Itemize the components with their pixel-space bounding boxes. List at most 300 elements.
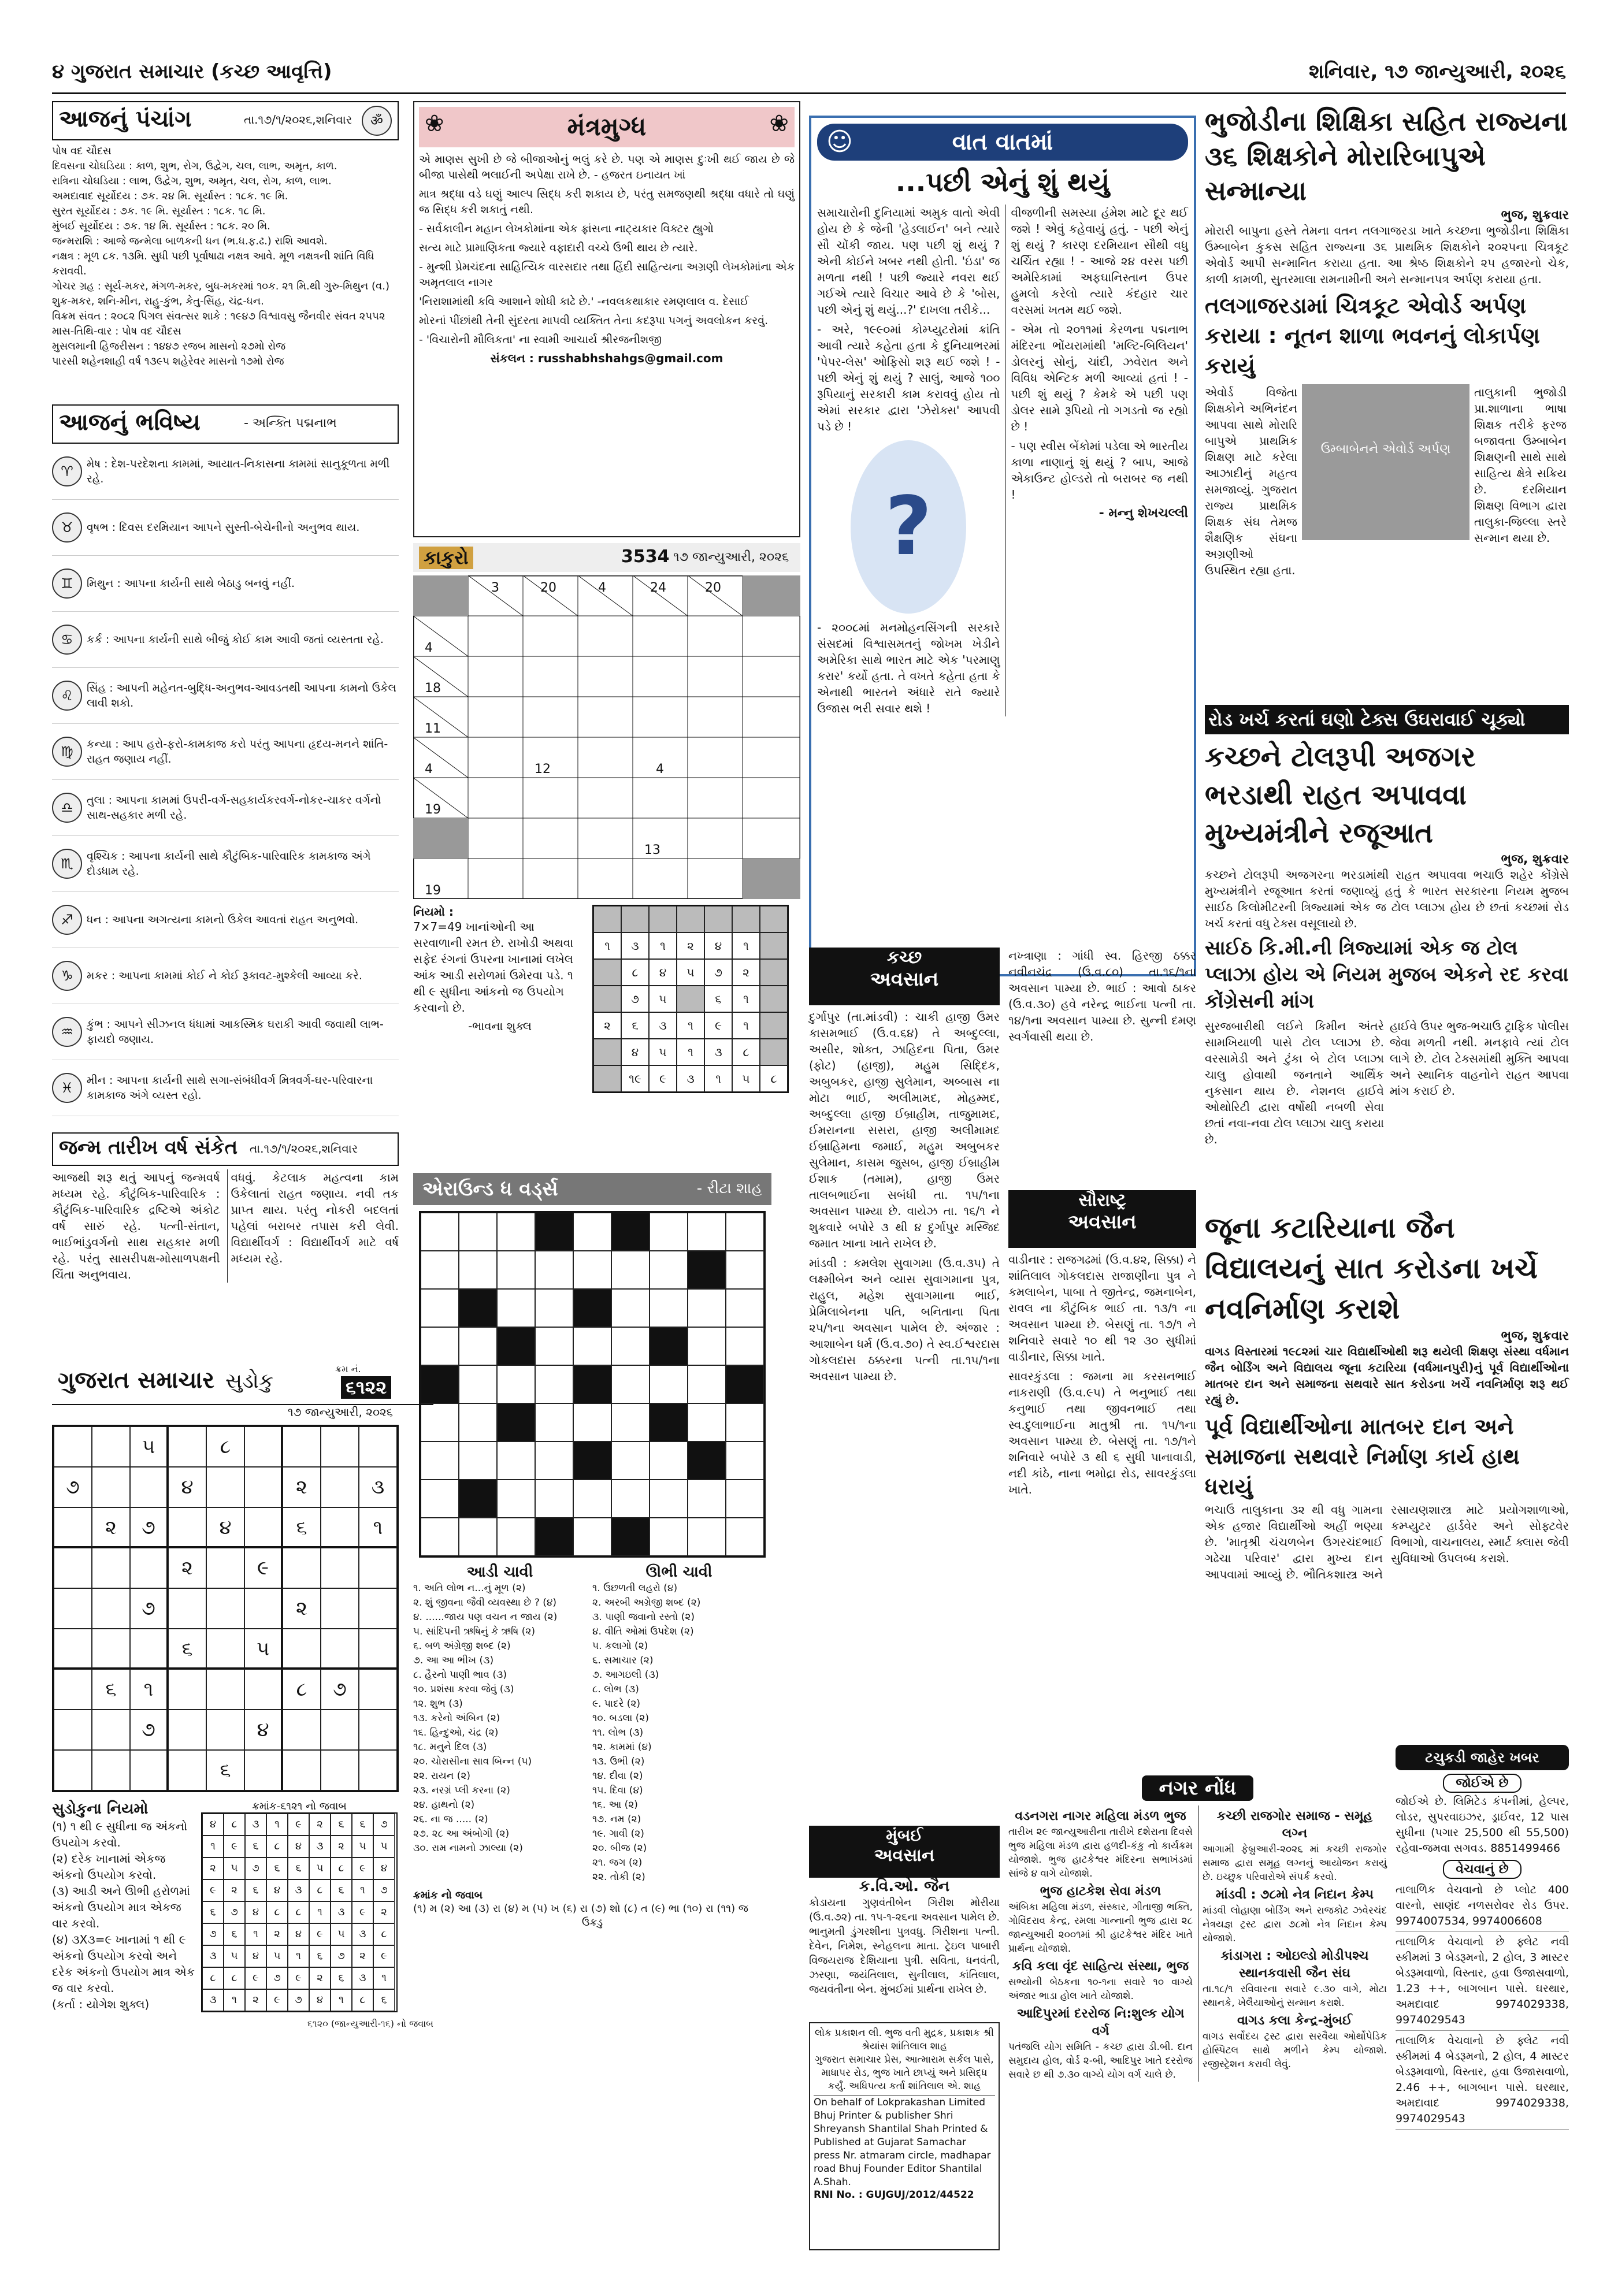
sudoku-cell bbox=[206, 1669, 244, 1710]
crossword-author: - રીટા શાહ bbox=[696, 1180, 762, 1197]
panchang-line: જન્મરાશિ : આજે જન્મેલા બાળકની ધન (ભ.ધ.ફ.ઢ.) રાશિ આવશે. bbox=[52, 235, 328, 247]
sudoku-section bbox=[52, 1364, 433, 2253]
sudoku-cell bbox=[92, 1629, 130, 1669]
crossword-cell bbox=[459, 1251, 497, 1289]
horoscope-text: તુલા : આપના કામમાં ઉપરી-વર્ગ-સહકાર્યકરવર્ગ-નોકર-ચાકર વર્ગનો સાથ-સહકાર મળી રહે. bbox=[87, 794, 381, 822]
sudoku-cell bbox=[92, 1710, 130, 1750]
crossword-cell bbox=[573, 1327, 611, 1365]
mantra-item: મોરનાં પીંછાંથી તેની સુંદરતા માપવી વ્યક્તિત તેના કદરૂપા પગનું અવલોકન કરવું. bbox=[419, 314, 769, 327]
crossword-cell bbox=[459, 1518, 497, 1556]
sudoku-rules-title: સુડોકુના નિયમો bbox=[52, 1800, 149, 1818]
sudoku-cell bbox=[244, 1467, 283, 1507]
crossword-cell bbox=[535, 1213, 573, 1251]
across-clue: ૮. હૈરનો પાણી ભાવ (૩) bbox=[413, 1669, 507, 1681]
sudoku-answer-cell: ૨ bbox=[202, 1857, 224, 1879]
down-clue: ૧૯. ગાવી (૨) bbox=[592, 1828, 644, 1840]
crossword-cell bbox=[573, 1480, 611, 1518]
sudoku-answer-cell: ૯ bbox=[352, 1901, 373, 1923]
kakuro-clue: 12 bbox=[535, 762, 551, 777]
sudoku-answer-grid bbox=[201, 1812, 398, 2012]
across-clue: ૨૦. ચોરાસીના સાવ બિન્ન (૫) bbox=[413, 1756, 532, 1767]
sudoku-cell bbox=[168, 1426, 206, 1467]
sudoku-answer-cell: ૯ bbox=[202, 1879, 224, 1901]
down-clue: ૭. આગઇલી (૩) bbox=[592, 1669, 659, 1681]
nagar-item-heading: ભુજ હાટકેશ સેવા મંડળ bbox=[1040, 1884, 1161, 1899]
kakuro-answer-cell: ૩ bbox=[621, 932, 649, 959]
zodiac-icon: ♊ bbox=[52, 569, 82, 599]
sudoku-answer-cell: ૯ bbox=[266, 1989, 288, 2011]
kakuro-answer-cell bbox=[760, 986, 788, 1012]
sudoku-cell bbox=[206, 1629, 244, 1669]
sudoku-answer-cell: ૭ bbox=[245, 1857, 266, 1879]
kakuro-answer-cell: ૨ bbox=[732, 959, 760, 986]
kakuro-answer-cell: ૧ bbox=[677, 1039, 704, 1065]
sudoku-cell bbox=[321, 1750, 359, 1790]
crossword-cell bbox=[688, 1327, 726, 1365]
news-p6: ભચાઉ તાલુકાના ૩૨ થી વધુ ગામના એક હજાર વિદ્યાર્થીઓ અહીં ભણ્યા છે. 'માતૃશ્રી ચંચળબેન ઉગરચંદભાઈ ગઢેચા પરિવાર' દ્વારા મુખ્ય દાન આપવામાં આવ્યું છે. ભૌતિકશાસ્ત્ર અને રસાયણશાસ્ત્ર માટે પ્રયોગશાળાઓ, કમ્પ્યુટર હાર્ડવેર અને સોફ્ટવેર વિભાગો, વાચનાલય, સ્માર્ટ ક્લાસ જેવી સુવિધાઓ ઉપલબ્ધ કરાશે. bbox=[1205, 1503, 1569, 1581]
sudoku-answer-cell: ૮ bbox=[373, 1923, 395, 1945]
panchang-line: નક્ષત્ર : મૂળ ૮ક. ૧૩મિ. સુધી પછી પૂર્વાષાઢા નક્ષત્ર આવે. મૂળ નક્ષત્રની શાંતિ વિધિ કરાવવી. bbox=[52, 250, 374, 277]
crossword-cell bbox=[611, 1213, 650, 1251]
vaat-col6: - પણ સ્વીસ બેંકોમાં પડેલા એ ભારતીય કાળા નાણાનું શું થયું ? બાપ, આજે એકાઉન્ટ હોલ્ડરો તો બરાબર જ નથી ! bbox=[1011, 439, 1188, 501]
masthead-left: ૪ ગુજરાત સમાચાર (કચ્છ આવૃત્તિ) bbox=[52, 60, 332, 83]
sudoku-answer-cell: ૮ bbox=[224, 1967, 245, 1989]
crossword-answer-title: ક્રમાંક નો જવાબ bbox=[413, 1889, 483, 1901]
sudoku-grid bbox=[52, 1425, 399, 1792]
horoscope-row bbox=[52, 1004, 399, 1060]
sudoku-answer-cell: ૩ bbox=[352, 1923, 373, 1945]
nagar-item-text: વાગડ સર્વોદય ટ્રસ્ટ દ્વારા સરવૈયા ઓર્થોપેડિક હોસ્પિટલ સાથે મળીને કેમ્પ યોજાશે. રજીસ્ટ્રેશન કરાવી લેવું. bbox=[1203, 2031, 1387, 2070]
sudoku-answer-cell: ૧ bbox=[224, 1989, 245, 2011]
sudoku-cell: ૭ bbox=[130, 1710, 168, 1750]
sudoku-cell bbox=[54, 1507, 92, 1548]
across-clue: ૪. ......જાય પણ વચન ન જાય (૨) bbox=[413, 1611, 558, 1623]
sudoku-cell bbox=[321, 1629, 359, 1669]
kakuro-clue: 19 bbox=[425, 883, 441, 898]
zodiac-icon: ♈ bbox=[52, 456, 82, 486]
sudoku-answer-cell: ૫ bbox=[309, 1857, 331, 1879]
across-clue: ૭. આ આ ભીખ (૩) bbox=[413, 1655, 494, 1666]
crossword-cell bbox=[726, 1441, 764, 1480]
crossword-title: એરાઉન્ડ ધ વર્ડ્સ bbox=[422, 1177, 558, 1201]
sudoku-date: ૧૭ જાન્યુઆરી, ૨૦૨૬ bbox=[287, 1405, 393, 1419]
sudoku-answer-cell: ૪ bbox=[245, 1901, 266, 1923]
publisher-box bbox=[809, 2022, 1000, 2250]
kakuro-answer-cell: ૭ bbox=[621, 986, 649, 1012]
across-clue: ૨૩. નરગ્રં પ્લી કરના (૨) bbox=[413, 1785, 510, 1796]
mantra-item: - 'વિચારોની મૌલિકતા' ના સ્વામી આચાર્ય શ્રીરજનીશજી bbox=[419, 333, 662, 346]
crossword-cell bbox=[535, 1327, 573, 1365]
bhavishya-section bbox=[52, 404, 399, 1115]
down-clue: ૮. લોભ (૩) bbox=[592, 1684, 639, 1695]
across-list bbox=[413, 1581, 587, 1856]
sudoku-answer-cell: ૧ bbox=[202, 1836, 224, 1857]
sudoku-rule: (૧) ૧ થી ૯ સુધીના જ અંકનો ઉપયોગ કરવો. bbox=[52, 1819, 188, 1849]
sudoku-cell bbox=[54, 1750, 92, 1790]
kakuro-answer-cell: ૬ bbox=[704, 986, 732, 1012]
crossword-cell bbox=[611, 1289, 650, 1327]
headline-5: જૂના કટારિયાના જૈન વિદ્યાલયનું સાત કરોડના ખર્ચે નવનિર્માણ કરાશે bbox=[1205, 1211, 1538, 1325]
sudoku-cell bbox=[244, 1750, 283, 1790]
ads-title: ટચુકડી જાહેર ખબર bbox=[1425, 1749, 1539, 1766]
banner: રોડ ખર્ચ કરતાં ઘણો ટેક્સ ઉઘરાવાઈ ચૂક્યો bbox=[1205, 705, 1569, 734]
panchang-line: મુંબઈ સૂર્યોદય : ૭ક. ૧૪ મિ. સૂર્યાસ્ત : ૧૮ક. ૨૦ મિ. bbox=[52, 220, 270, 232]
sudoku-answer-cell: ૬ bbox=[352, 1814, 373, 1836]
sale-item: તાલાળિક વેચવાનો છે ફ્લેટ નવી સ્કીમમાં 4 બેડરૂમનો, 2 હોલ, 4 માસ્ટર બેડરૂમવાળો, વિસ્તાર, હવા ઉજાસવાળો, 2.46 ++, બાગબાન પાસે. ઘરથાર, અમદાવાદ 9974029338, 9974029543 bbox=[1396, 2031, 1569, 2130]
kutch-title: અવસાન bbox=[870, 968, 939, 991]
horoscope-row bbox=[52, 892, 399, 948]
panchang-line: રાત્રિના ચોઘડિયા : લાભ, ઉદ્વેગ, શુભ, અમૃત, ચલ, રોગ, કાળ, લાભ. bbox=[52, 175, 332, 187]
kakuro-answer-cell: ૨ bbox=[593, 1012, 621, 1039]
sudoku-answer-cell: ૩ bbox=[245, 1814, 266, 1836]
publisher-rni: RNI No. : GUJGUJ/2012/44522 bbox=[814, 2189, 974, 2201]
kakuro-answer-cell: ૧ bbox=[732, 1012, 760, 1039]
dateline-1: ભુજ, શુક્રવાર bbox=[1501, 208, 1569, 222]
news-p1: મોરારી બાપુના હસ્તે તેમના વતન તલગાજરડા ખાતે કચ્છના ભુજોડીના શિક્ષિકા ઉમ્બાબેન કુકસ સહિત રાજ્યના ૩૬ પ્રાથમિક શિક્ષકોને ૨૦૨૫ના ચિત્રકૂટ એવોર્ડ આપી સન્માનિત કરાયા હતા. આ શ્રેષ્ઠ શિક્ષકોને ૨૫ હજારનો ચેક, કાળી કામળી, સુતરમાલા રામનામીની અને સન્માનપત્ર અર્પણ કરાયા હતા. bbox=[1205, 224, 1569, 286]
kakuro-answer-cell bbox=[593, 1065, 621, 1092]
sudoku-cell bbox=[359, 1710, 397, 1750]
sudoku-cell: ૬ bbox=[168, 1629, 206, 1669]
sudoku-answer-cell: ૧ bbox=[266, 1814, 288, 1836]
crossword-cell bbox=[421, 1213, 459, 1251]
sudoku-answer-cell: ૫ bbox=[331, 1923, 352, 1945]
sudoku-cell bbox=[168, 1669, 206, 1710]
sudoku-answer-cell: ૭ bbox=[373, 1879, 395, 1901]
sudoku-rules bbox=[52, 1818, 196, 1996]
sudoku-cell: ૪ bbox=[206, 1507, 244, 1548]
crossword-cell bbox=[726, 1213, 764, 1251]
kakuro-answer-cell bbox=[704, 906, 732, 932]
crossword-cell bbox=[497, 1289, 535, 1327]
down-clue: ૨૦. બીજ (૨) bbox=[592, 1842, 647, 1854]
sudoku-answer-cell: ૬ bbox=[288, 1857, 309, 1879]
down-clue: ૧૬. આ (૨) bbox=[592, 1799, 638, 1811]
news-story-toll bbox=[1205, 705, 1569, 1144]
crossword-cell bbox=[421, 1289, 459, 1327]
news-story-school bbox=[1205, 1208, 1569, 1733]
kakuro-answer-cell bbox=[649, 906, 677, 932]
sudoku-cell bbox=[92, 1467, 130, 1507]
crossword-cell bbox=[421, 1327, 459, 1365]
down-clue: ૧૩. ઉભી (૨) bbox=[592, 1756, 645, 1767]
sudoku-answer-cell: ૮ bbox=[224, 1814, 245, 1836]
down-list bbox=[592, 1581, 766, 1885]
sudoku-cell bbox=[130, 1467, 168, 1507]
sudoku-answer-cell: ૩ bbox=[202, 1945, 224, 1967]
kakuro-answer-cell: ૬ bbox=[621, 1012, 649, 1039]
dateline-3: ભુજ, શુક્રવાર bbox=[1501, 852, 1569, 867]
sudoku-cell bbox=[321, 1507, 359, 1548]
sudoku-cell bbox=[130, 1629, 168, 1669]
down-clue: ૧. ઉછળતી લહરો (૪) bbox=[592, 1582, 678, 1594]
kakuro-answer-cell bbox=[760, 906, 788, 932]
crossword-cell bbox=[611, 1251, 650, 1289]
crossword-cell bbox=[459, 1327, 497, 1365]
crossword-cell bbox=[497, 1213, 535, 1251]
sudoku-cell: ૧ bbox=[359, 1507, 397, 1548]
vaat-title: વાત વાતમાં bbox=[952, 129, 1053, 155]
mumbai-region: મુંબઈ bbox=[886, 1826, 923, 1845]
crossword-footer: ઉક્રડુ bbox=[581, 1916, 603, 1929]
nagar-item-heading: વાગડ કલા કેન્દ્ર-મુંબઈ bbox=[1237, 2013, 1352, 2028]
sudoku-brand: ગુજરાત સમાચાર bbox=[58, 1367, 214, 1394]
across-clue: ૫. સાંદિપની ઋષિનું કે ઋષિ (૨) bbox=[413, 1626, 536, 1637]
crossword-cell bbox=[497, 1441, 535, 1480]
panchang-date: તા.૧૭/૧/૨૦૨૬,શનિવાર bbox=[244, 113, 352, 127]
publisher-line: ગુજરાત સમાચાર પ્રેસ, આત્મારામ સર્કલ પાસે, માધાપર રોડ, ભુજ ખાતે છાપ્યું અને પ્રસિદ્ધ કર્યું. અધિપત્ય કર્તા શાંતિલાલ એ. શાહ bbox=[815, 2054, 994, 2092]
sudoku-cell bbox=[168, 1507, 206, 1548]
crossword-cell bbox=[459, 1403, 497, 1441]
kakuro-clue: 19 bbox=[425, 803, 441, 817]
sudoku-answer-cell: ૪ bbox=[245, 1945, 266, 1967]
kakuro-answer-cell: ૮ bbox=[760, 1065, 788, 1092]
crossword-cell bbox=[688, 1518, 726, 1556]
sudoku-answer-cell: ૫ bbox=[373, 1836, 395, 1857]
crossword-cell bbox=[497, 1365, 535, 1403]
sudoku-answer-cell: ૬ bbox=[309, 1945, 331, 1967]
sudoku-cell bbox=[168, 1588, 206, 1629]
kakuro-answer-cell bbox=[760, 1012, 788, 1039]
headline-6: પૂર્વ વિદ્યાર્થીઓના માતબર દાન અને સમાજના સથવારે નિર્માણ કાર્ય હાથ ધરાયું bbox=[1205, 1414, 1520, 1499]
sudoku-cell: ૪ bbox=[168, 1467, 206, 1507]
kakuro-answer-cell bbox=[621, 906, 649, 932]
kakuro-title: કાકુરો bbox=[419, 547, 473, 569]
sudoku-answer-cell: ૧ bbox=[352, 1879, 373, 1901]
kakuro-clue: 13 bbox=[644, 843, 660, 857]
horoscope-text: કન્યા : આપ હરો-ફરો-કામકાજ કરો પરંતુ આપના હૃદય-મનને શાંતિ-રાહત જણાય નહીં. bbox=[87, 738, 388, 766]
sudoku-cell bbox=[206, 1467, 244, 1507]
sudoku-cell bbox=[54, 1710, 92, 1750]
kakuro-answer-cell bbox=[760, 932, 788, 959]
kakuro-answer-cell: ૪ bbox=[649, 959, 677, 986]
crossword-cell bbox=[535, 1518, 573, 1556]
nagar-title: નગર નોંધ bbox=[1142, 1775, 1254, 1801]
mumbai-title: અવસાન bbox=[874, 1845, 935, 1866]
kakuro-clue: 24 bbox=[650, 581, 666, 595]
sudoku-answer-cell: ૬ bbox=[245, 1836, 266, 1857]
crossword-cell bbox=[650, 1480, 688, 1518]
sudoku-cell bbox=[168, 1750, 206, 1790]
crossword-cell bbox=[573, 1403, 611, 1441]
sudoku-cell bbox=[359, 1548, 397, 1588]
crossword-cell bbox=[726, 1480, 764, 1518]
crossword-cell bbox=[573, 1518, 611, 1556]
panchang-line: અમદાવાદ સૂર્યોદય : ૭ક. ૨૪ મિ. સૂર્યાસ્ત : ૧૮ક. ૧૯ મિ. bbox=[52, 190, 288, 202]
kakuro-answer-cell: ૧૯ bbox=[621, 1065, 649, 1092]
saurashtra-obit bbox=[1008, 1190, 1196, 1768]
kakuro-answer-cell bbox=[760, 959, 788, 986]
kakuro-answer-cell: ૧ bbox=[649, 932, 677, 959]
crossword-cell bbox=[688, 1289, 726, 1327]
nagar-item-heading: કાંડાગરા : ઓઇલ્ડો મોડીપશ્ચ સ્થાનકવાસી જૈન સંઘ bbox=[1220, 1949, 1369, 1981]
down-clue: ૧૫. દિવા (૪) bbox=[592, 1785, 643, 1796]
horoscope-row bbox=[52, 500, 399, 556]
kakuro-answer-cell: ૩ bbox=[704, 1039, 732, 1065]
sudoku-answer-cell: ૨ bbox=[266, 1923, 288, 1945]
across-clue: ૩૦. રામ નામનો ઝાલ્યા (૨) bbox=[413, 1842, 523, 1854]
down-clue: ૧૧. લોભ (૩) bbox=[592, 1727, 644, 1738]
sudoku-cell bbox=[244, 1507, 283, 1548]
dateline-5: ભુજ, શુક્રવાર bbox=[1501, 1329, 1569, 1343]
nagar-item-heading: કચ્છી રાજગોર સમાજ - સમૂહ લગ્ન bbox=[1216, 1809, 1373, 1841]
vaat-col5: - ૨૦૦૮માં મનમોહનસિંગની સરકારે સંસદમાં વિશ્વાસમતનું જોખમ ખેડીને અમેરિકા સાથે ભારત માટે એક 'પરમાણુ કરાર' કર્યો હતા. તે વખતે કહેતા હતા કે એનાથી ભારતને અંધારે રાતે જ્યારે ઉજાસ ભરી સવાર થશે ! bbox=[817, 621, 1000, 715]
crossword-cell bbox=[688, 1365, 726, 1403]
kutch-text: દુર્ગાપુર (તા.માંડવી) : ચાકી હાજી ઉમર કાસમભાઈ (ઉ.વ.૬૪) તે અબ્દુલ્લા, અસીર, શોક્ત, ઝાહિદના પિતા, ઉમર (ફોટ) (હાજી), મહુમ સિદ્દિક, અબુબકર, હાજી સુલેમાન, અબ્બાસ ના મોટા ભાઈ, અલીમામદ, મોહમ્મદ, અબ્દુલ્લા હાજી ઈબ્રાહીમ, તાજુમામદ, ઈમરાનના સસરા, હાજી અલીમામદ ઈબ્રાહિમના જમાઈ, મહુમ અબુબકર સુલેમાન, કાસમ જુસબ, હાજી ઈબ્રાહીમ ઈશાક (તમામ), હાજી ઉમર તાલબભાઈના સબંધી તા. ૧૫/૧ના અવસાન પામ્યા છે. વાયેઝ તા. ૧૬/૧ ને શુક્રવારે બપોરે ૩ થી ૪ દુર્ગાપુર મસ્જિદ જમાત ખાના ખાતે રાખેલ છે. bbox=[809, 1010, 1000, 1250]
news-story-1 bbox=[1205, 104, 1569, 699]
down-clue: ૨૧. જગ (૨) bbox=[592, 1857, 643, 1868]
nagar-item-heading: માંડવી : ૭૮મો નેત્ર નિદાન કેમ્પ bbox=[1215, 1888, 1374, 1902]
crossword-cell bbox=[688, 1403, 726, 1441]
horoscope-text: મિથુન : આપના કાર્યની સાથે બેઠાડુ બનવું નહીં. bbox=[87, 577, 295, 590]
sudoku-cell bbox=[359, 1669, 397, 1710]
nagar-col1 bbox=[1008, 1805, 1193, 2082]
horoscope-row bbox=[52, 444, 399, 500]
across-clue: ૧૦. પ્રશંસા કરવા જેવું (૩) bbox=[413, 1684, 514, 1695]
sale-list bbox=[1396, 1880, 1569, 2130]
crossword-cell bbox=[611, 1327, 650, 1365]
panchang-line: વિક્રમ સંવત : ૨૦૮૨ પિંગલ સંવત્સર શાકે : ૧૯૪૭ વિશ્વાવસુ જૈનવીર સંવત ૨૫૫૨ bbox=[52, 310, 385, 322]
crossword-cell bbox=[421, 1403, 459, 1441]
crossword-cell bbox=[650, 1365, 688, 1403]
crossword-section bbox=[413, 1173, 771, 2253]
sale-title: વેચવાનું છે bbox=[1443, 1860, 1521, 1879]
sudoku-answer-cell: ૮ bbox=[288, 1901, 309, 1923]
panchang-line: મુસલમાની હિજરીસન : ૧૪૪૭ રજબ માસનો ૨૭મો રોજ bbox=[52, 340, 286, 352]
sudoku-answer-cell: ૧ bbox=[331, 1989, 352, 2011]
kutch-text2: માંડવી : કમલેશ સુવાગમા (ઉ.વ.૩૫) તે લક્ષ્મીબેન અને વ્યાસ સુવાગમાના પુત્ર, રાહુલ, મહેશ સુવાગમાના ભાઈ, પ્રેમિલાબેનના પતિ, બનિતાના પિતા ૨૫/૧ના અવસાન પામેલ છે. અંજાર : આશાબેન ધર્મ (ઉ.વ.૭૦) તે સ્વ.ઈશ્વરદાસ ગોકલદાસ ઠક્કરના પત્ની તા.૧૫/૧ના અવસાન પામ્યા છે. bbox=[809, 1256, 1000, 1383]
sudoku-cell bbox=[321, 1588, 359, 1629]
sudoku-cell bbox=[92, 1548, 130, 1588]
mantra-list bbox=[419, 152, 795, 348]
vaat-col2: વીજળીની સમસ્યા હંમેશ માટે દૂર થઈ જશે ! એવું કહેવાયું હતું. - પછી એનું શું થયું ? કારણ દરમિયાન સૌથી વધુ ચર્ચિત રહ્યા ! - આજે ૨૪ વરસ પછી અમેરિકામાં અફઘાનિસ્તાન ઉપર હુમલો કરેલો ત્યારે કંદહાર ચાર વરસમાં ખતમ થઈ જશે. bbox=[1011, 206, 1188, 317]
sudoku-cell bbox=[283, 1426, 321, 1467]
news-p2: એવોર્ડ વિજેતા શિક્ષકોને અભિનંદન આપવા સાથે મોરારિ બાપુએ પ્રાથમિક શિક્ષણ માટે કરેલા આઝાદીનું મહત્વ સમજાવ્યું. ગુજરાત રાજ્ય પ્રાથમિક શિક્ષક સંઘ તેમજ શૈક્ષણિક સંઘના અગ્રણીઓ ઉપસ્થિત રહ્યા હતા. bbox=[1205, 385, 1297, 577]
horoscope-text: મકર : આપના કામમાં કોઈ ને કોઈ રૂકાવટ-મુશ્કેલી આવ્યા કરે. bbox=[87, 969, 362, 982]
saurashtra-region: સૌરાષ્ટ્ર bbox=[1078, 1190, 1126, 1210]
masthead bbox=[52, 58, 1566, 94]
sudoku-answer-title: ક્રમાંક-૬૧૨૧ નો જવાબ bbox=[252, 1800, 347, 1812]
sudoku-cell: ૧ bbox=[130, 1669, 168, 1710]
sudoku-cell: ૯ bbox=[244, 1548, 283, 1588]
kakuro-number: 3534 bbox=[621, 547, 670, 567]
sudoku-answer-cell: ૪ bbox=[202, 1814, 224, 1836]
sudoku-cell bbox=[130, 1548, 168, 1588]
sudoku-answer-cell: ૪ bbox=[266, 1879, 288, 1901]
down-clue: ૧૨. કામમાં (૪) bbox=[592, 1741, 652, 1753]
sudoku-cell: ૬ bbox=[206, 1750, 244, 1790]
kakuro-answer-cell: ૫ bbox=[649, 986, 677, 1012]
nagar-item-text: આગામી ફેબ્રુઆરી-૨૦૨૬ માં કચ્છી રાજગોર સમાજ દ્વારા સમૂહ લગ્નનું આયોજન કરાયું છે. ઇચ્છુક પરિવારોએ સંપર્ક કરવો. bbox=[1203, 1844, 1387, 1883]
zodiac-icon: ♌ bbox=[52, 681, 82, 711]
kutch-obit-cont bbox=[1008, 948, 1196, 1179]
mantra-contact: સંકલન : russhabhshahgs@gmail.com bbox=[490, 351, 723, 365]
down-clue: ૫. કલાગો (૨) bbox=[592, 1640, 648, 1652]
crossword-cell bbox=[726, 1327, 764, 1365]
nagar-item-heading: આદિપુરમાં દરરોજ નિ:શુલ્ક યોગ વર્ગ bbox=[1016, 2007, 1185, 2038]
publisher-lines bbox=[814, 2027, 995, 2093]
sudoku-number: ૬૧૨૨ bbox=[341, 1376, 391, 1399]
crossword-cell bbox=[497, 1403, 535, 1441]
crossword-cell bbox=[650, 1441, 688, 1480]
nagar-item-text: સભ્યોની બેઠકના ૧૦-૧ના સવારે ૧૦ વાગ્યે અંજાર ભાડા હોલ ખાતે યોજાશે. bbox=[1008, 1977, 1193, 2002]
sudoku-answer-cell: ૬ bbox=[331, 1967, 352, 1989]
kakuro-section bbox=[413, 543, 800, 1115]
sudoku-answer-cell: ૯ bbox=[373, 1945, 395, 1967]
kakuro-answer-cell bbox=[593, 959, 621, 986]
sudoku-answer-cell: ૪ bbox=[373, 1857, 395, 1879]
sudoku-answer-cell: ૯ bbox=[288, 1967, 309, 1989]
kakuro-answer-cell: ૫ bbox=[732, 1065, 760, 1092]
news-p4b: હાઈવે ઉપર ભુજ-ભચાઉ ટ્રાફિક પોલીસ જેવા મળતી નથી. મનફાવે ત્યાં ટોલ લાગે છે. ટોલ ટેક્સમાંથી મુક્તિ આપવા અને સ્થાનિક વાહનોને રાહત આપવા માંગ કરાઈ છે. bbox=[1390, 1019, 1569, 1098]
janma-left: આજથી શરૂ થતું આપનું જન્મવર્ષ મધ્યમ રહે. કૌટુંબિક-પારિવારિક : કૌટુંબિક-પારિવારિક દ્રષ્ટિએ અંકોટ વર્ષ સારું રહે. પત્ની-સંતાન, ભાઈભાંડુવર્ગનો સાથ સહકાર મળી રહે. પરંતુ સાસરીપક્ષ-મોસાળપક્ષની ચિંતા અનુભવાય. bbox=[52, 1171, 220, 1281]
sudoku-answer-cell: ૮ bbox=[309, 1879, 331, 1901]
publisher-line: લોક પ્રકાશન લી. ભુજ વતી મુદ્રક, પ્રકાશક શ્રી શ્રેયાંસ શાંતિલાલ શાહ bbox=[815, 2027, 994, 2052]
zodiac-icon: ♎ bbox=[52, 793, 82, 823]
down-clue: ૪. વીતિ ઓમાં ઉપદેશ (૨) bbox=[592, 1626, 694, 1637]
ads-section bbox=[1396, 1745, 1569, 2253]
sudoku-cell: ૩ bbox=[359, 1467, 397, 1507]
across-clue: ૧. અતિ લોભ ન...નું મૂળ (૨) bbox=[413, 1582, 526, 1594]
sudoku-rules-author: (કર્તા : યોગેશ શુક્લ) bbox=[52, 1997, 150, 2011]
panchang-line: પોષ વદ ચૌદસ bbox=[52, 145, 112, 157]
kakuro-answer-cell: ૧ bbox=[732, 932, 760, 959]
sudoku-rule: (૪) ૩X૩=૯ ખાનામાં ૧ થી ૯ અંકનો ઉપયોગ કરવો અને દરેક અંકનો ઉપયોગ માત્ર એક જ વાર કરવો. bbox=[52, 1933, 195, 1995]
bhavishya-author: - અન્ક્તિ પદ્મનાભ bbox=[244, 416, 337, 430]
crossword-cell bbox=[459, 1289, 497, 1327]
crossword-cell bbox=[421, 1251, 459, 1289]
sudoku-answer-cell: ૮ bbox=[331, 1857, 352, 1879]
across-clue: ૨૨. રાયન (૨) bbox=[413, 1770, 470, 1782]
kakuro-answer-grid bbox=[592, 905, 789, 1093]
panchang-line: દિવસના ચોઘડિયા : કાળ, શુભ, રોગ, ઉદ્વેગ, ચલ, લાભ, અમૃત, કાળ. bbox=[52, 160, 337, 172]
sudoku-cell: ૨ bbox=[168, 1548, 206, 1588]
sudoku-rule: (૩) આડી અને ઊભી હરોળમાં અંકનો ઉપયોગ માત્ર એકજ વાર કરવો. bbox=[52, 1884, 191, 1930]
mantra-item: સત્ય માટે પ્રામાણિકતા જ્યારે વફાદારી વચ્ચે ઉભી થાય છે ત્યારે. bbox=[419, 242, 698, 254]
kakuro-clue: 11 bbox=[425, 722, 441, 736]
kakuro-answer-cell: ૧ bbox=[593, 932, 621, 959]
vaat-col3: - અરે, ૧૯૯૦માં કોમ્પ્યુટરોમાં ક્રાંતિ આવી ત્યારે કહેતા હતા કે દુનિયાભરમાં 'પેપર-લેસ' ઓફિસો શરૂ થઈ જશે ! - પછી એનું શું થયું ? સાલું, આજે ૧૦૦ રૂપિયાનું સરકારી કામ કરાવવું હોય તો એમાં સરકાર દ્વારા 'ઝેરોક્સ' આપવી પડે છે ! bbox=[817, 322, 1000, 433]
kakuro-answer-cell bbox=[593, 1039, 621, 1065]
down-clue: ૩. પાણી જવાનો રસ્તો (૨) bbox=[592, 1611, 695, 1623]
janma-right: વધવું. કેટલાક મહત્વના કામ ઉકેલાતાં રાહત જણાય. નવી તક પ્રાપ્ત થાય. પરંતુ નોકરી બદલતાં પહેલાં બરાબર તપાસ કરી લેવી. વિદ્યાર્થીવર્ગ : વિદ્યાર્થીવર્ગ માટે વર્ષ મધ્યમ રહે. bbox=[227, 1169, 399, 1283]
down-clue: ૧૦. બડલા (૨) bbox=[592, 1712, 650, 1724]
kakuro-answer-cell bbox=[677, 986, 704, 1012]
across-clue: ૨૪. હાથનો (૨) bbox=[413, 1799, 475, 1811]
saurashtra-text: વાડીનાર : રાજગઢમાં (ઉ.વ.૪૨, સિક્કા) ને શાંતિલાલ ગોકલદાસ રાજાણીના પુત્ર ને કમલાબેન, પાબા તે જીતેન્દ્ર, જમનાબેન, રાવલ ના કૌટુંબિક ભાઈ તા. ૧૩/૧ ના અવસાન પામ્યા છે. બેસણું તા. ૧૭/૧ ને શનિવારે સવારે ૧૦ થી ૧૨ ૩૦ સુધીમાં વાડીનાર, સિક્કા ખાતે. bbox=[1008, 1253, 1196, 1364]
mantra-section bbox=[413, 101, 800, 537]
crossword-cell bbox=[688, 1213, 726, 1251]
crossword-cell bbox=[497, 1251, 535, 1289]
mumbai-obit bbox=[809, 1826, 1000, 1999]
masthead-right: શનિવાર, ૧૭ જાન્યુઆરી, ૨૦૨૬ bbox=[1309, 60, 1566, 83]
crossword-cell bbox=[726, 1518, 764, 1556]
panchang-line: શુક્ર-મકર, શનિ-મીન, રાહુ-કુંભ, કેતુ-સિંહ, ચંદ્ર-ધન. bbox=[52, 295, 264, 307]
kakuro-answer-cell: ૧ bbox=[677, 1012, 704, 1039]
sudoku-cell bbox=[130, 1750, 168, 1790]
crossword-cell bbox=[459, 1365, 497, 1403]
crossword-cell bbox=[459, 1213, 497, 1251]
kakuro-answer-cell: ૫ bbox=[677, 959, 704, 986]
kakuro-clue: 4 bbox=[425, 641, 433, 655]
sudoku-cell bbox=[283, 1548, 321, 1588]
horoscope-text: કર્ક : આપના કાર્યની સાથે બીજું કોઈ કામ આવી જતાં વ્યસ્તતા રહે. bbox=[87, 633, 384, 646]
saurashtra-text2: સાવરકુંડલા : જમના મા કરસનભાઈ નાકરાણી (ઉ.વ.૯૫) તે ભનુભાઈ તથા કનુભાઈ તથા જીવનભાઈ તથા સ્વ.દુલાભાઈના માતુશ્રી તા. ૧૫/૧ના અવસાન પામ્યા છે. બેસણું તા. ૧૭/૧ને શનિવારે બપોરે ૩ થી ૬ સુધી પાનાવાડી, નદી કાંઠે, નાના ભમોદ્રા રોડ, સાવરકુંડલા ખાતે. bbox=[1008, 1369, 1196, 1496]
news-photo bbox=[1302, 384, 1469, 540]
horoscope-text: કુંભ : આપને સીઝનલ ધંધામાં આકસ્મિક ઘરાકી આવી જવાથી લાભ-ફાયદો જણાય. bbox=[87, 1018, 384, 1046]
news-p5: વાગડ વિસ્તારમાં ૧૯૮૨માં ચાર વિદ્યાર્થીઓથી શરૂ થયેલી શિક્ષણ સંસ્થા વર્ધમાન જૈન બોર્ડિંગ અને વિદ્યાલય જૂના કટારિયા (વર્ધમાનપુરી)નું પૂર્વ વિદ્યાર્થીઓના માતબર દાન અને સમાજના સથવારે સાત કરોડના ખર્ચે નવનિર્માણ શરૂ થઈ રહ્યું છે. bbox=[1205, 1344, 1569, 1407]
across-clue: ૧૨. શુભ (૩) bbox=[413, 1698, 463, 1710]
crossword-cell bbox=[421, 1480, 459, 1518]
